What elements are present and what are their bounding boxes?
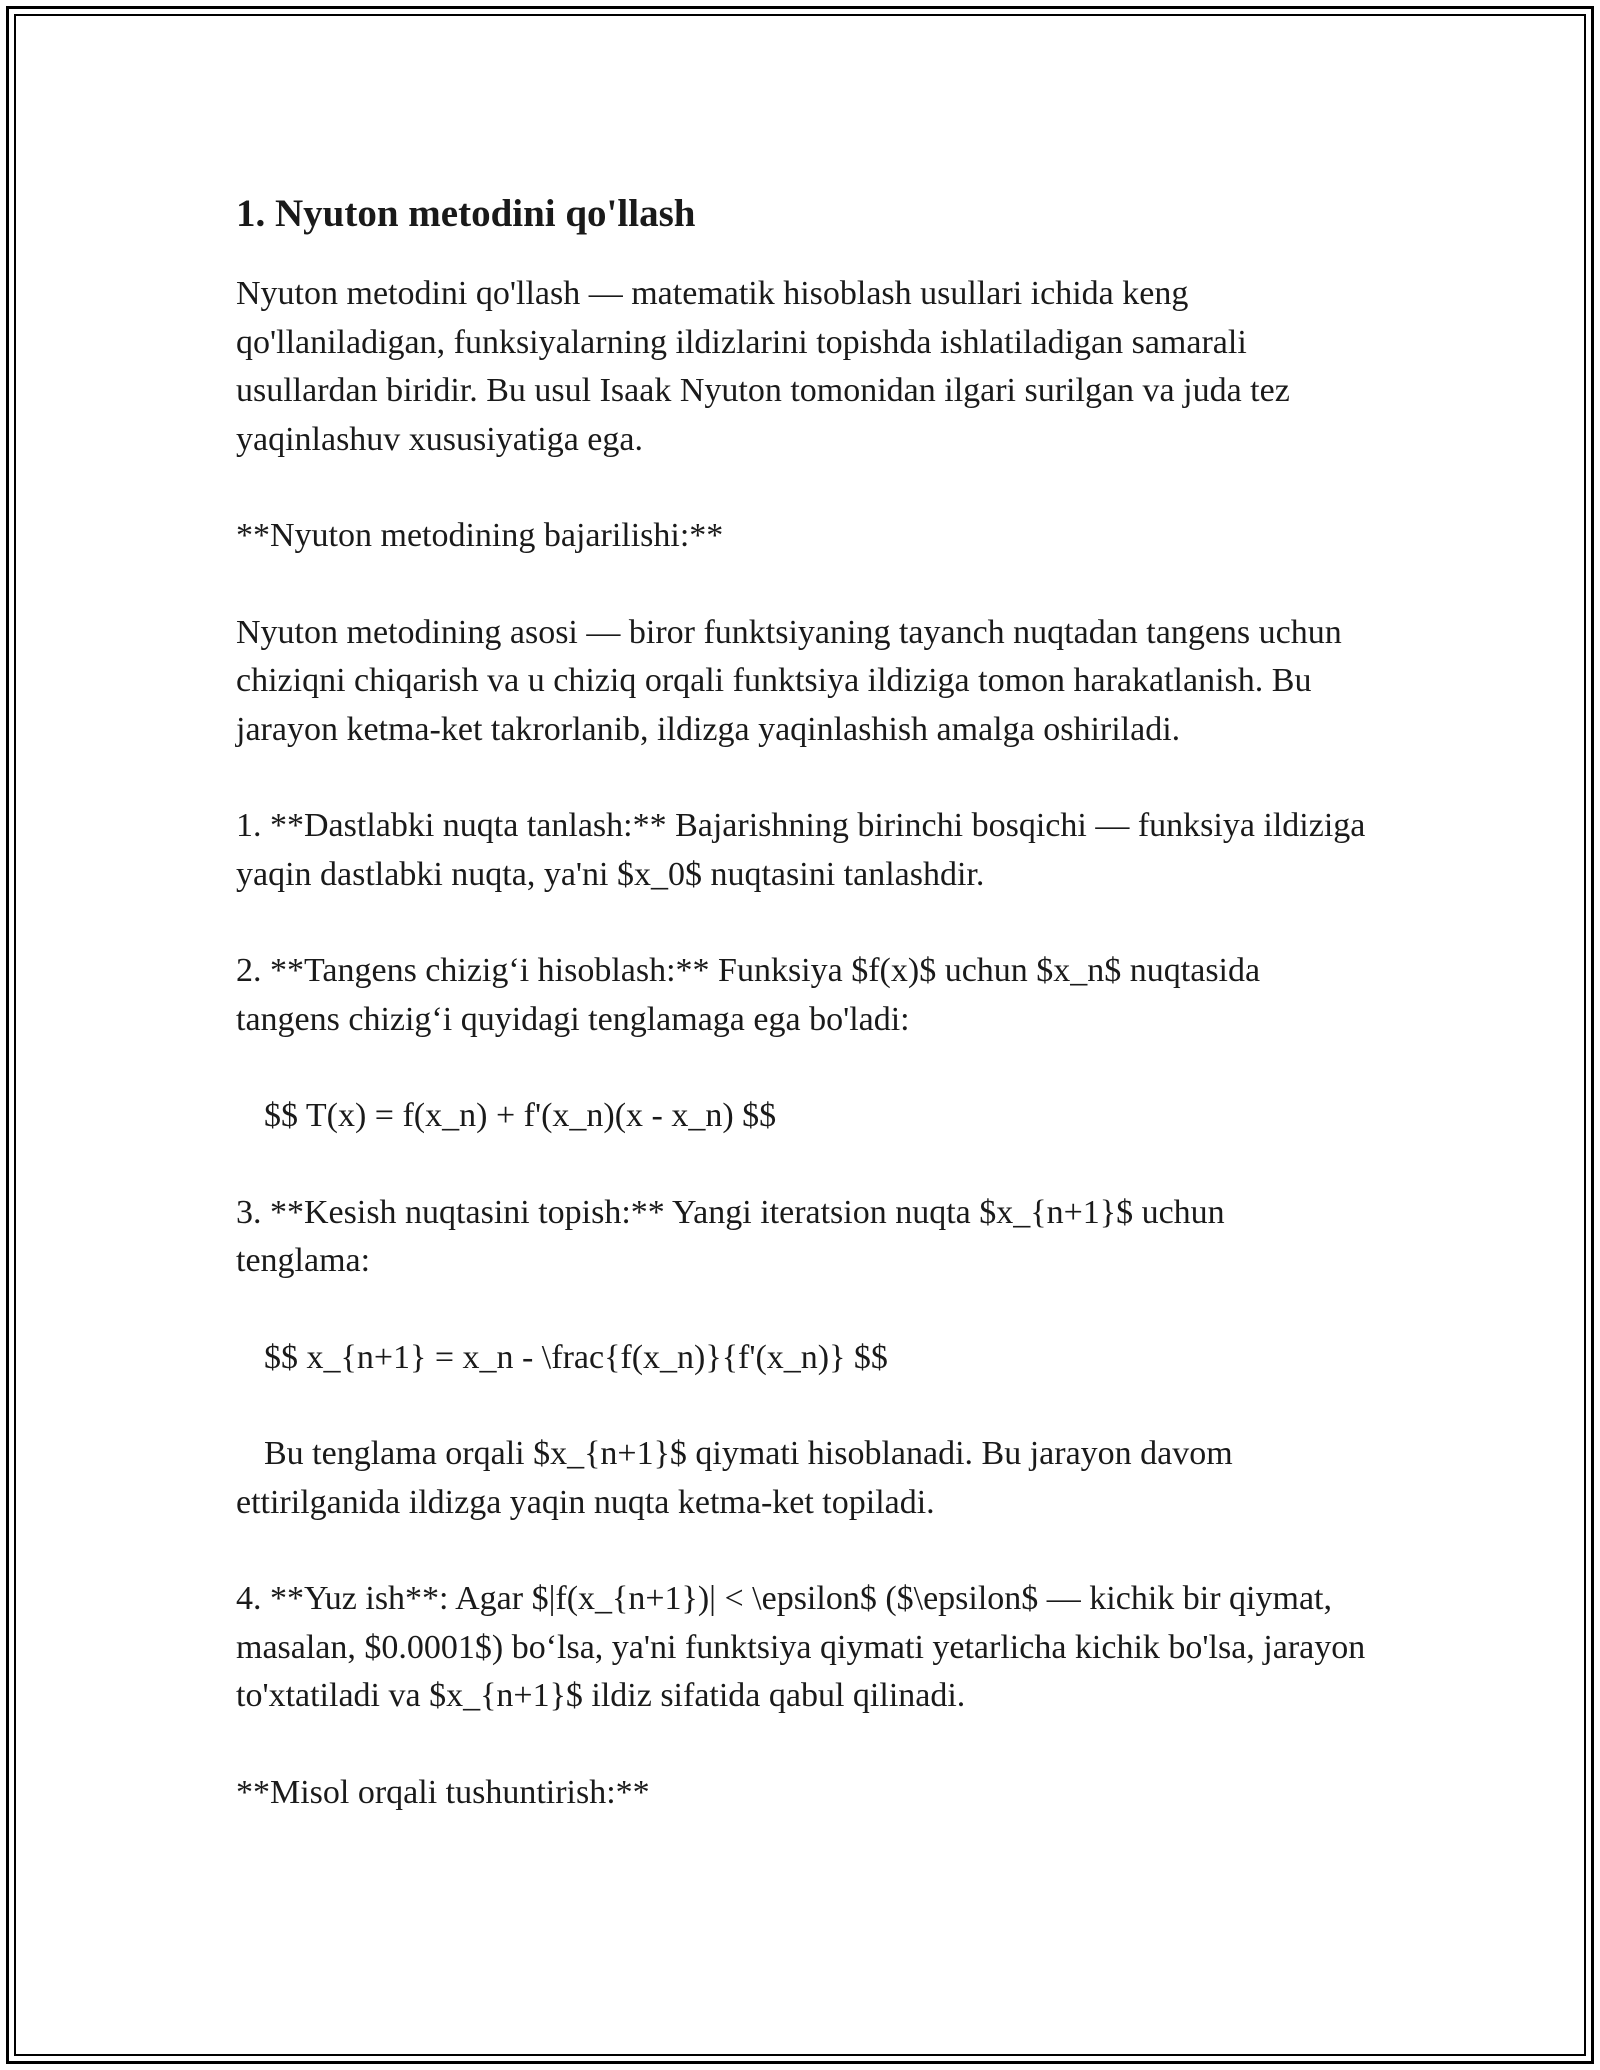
- iteration-equation: $$ x_{n+1} = x_n - \frac{f(x_n)}{f'(x_n)} $$: [264, 1338, 888, 1376]
- step-2-paragraph: 2. **Tangens chizig‘i hisoblash:** Funksiya $f(x)$ uchun $x_n$ nuqtasida tangens chizig‘i quyidagi tenglamaga ega bo'ladi:: [236, 952, 1261, 1038]
- step-4-paragraph: 4. **Yuz ish**: Agar $|f(x_{n+1})| < \epsilon$ ($\epsilon$ — kichik bir qiymat, masalan, $0.0001$) bo‘lsa, ya'ni funktsiya qiymati yetarlicha kichik bo'lsa, jarayon to'xtatiladi va $x_{n+1}$ ildiz sifatida qabul qilinadi.: [236, 1580, 1366, 1714]
- section-heading: 1. Nyuton metodini qo'llash: [236, 192, 696, 235]
- intro-paragraph: Nyuton metodini qo'llash — matematik hisoblash usullari ichida keng qo'llaniladigan, funksiyalarning ildizlarini topishda ishlatiladigan samarali usullardan biridir. Bu usul Isaak Nyuton tomonidan ilgari surilgan va juda tez yaqinlashuv xususiyatiga ega.: [236, 275, 1290, 458]
- subheading-example: **Misol orqali tushuntirish:**: [236, 1773, 650, 1811]
- step-3-paragraph: 3. **Kesish nuqtasini topish:** Yangi iteratsion nuqta $x_{n+1}$ uchun tenglama:: [236, 1193, 1225, 1279]
- document-body: [236, 186, 1366, 1865]
- step-1-paragraph: 1. **Dastlabki nuqta tanlash:** Bajarishning birinchi bosqichi — funksiya ildiziga yaqin dastlabki nuqta, ya'ni $x_0$ nuqtasini tanlashdir.: [236, 807, 1366, 893]
- method-basis-paragraph: Nyuton metodining asosi — biror funktsiyaning tayanch nuqtadan tangens uchun chiziqni chiqarish va u chiziq orqali funktsiya ildiziga tomon harakatlanish. Bu jarayon ketma-ket takrorlanib, ildizga yaqinlashish amalga oshiriladi.: [236, 613, 1342, 748]
- subheading-method-execution: **Nyuton metodining bajarilishi:**: [236, 517, 724, 554]
- iteration-explanation: Bu tenglama orqali $x_{n+1}$ qiymati hisoblanadi. Bu jarayon davom ettirilganida ildizga yaqin nuqta ketma-ket topiladi.: [236, 1435, 1233, 1521]
- tangent-equation: $$ T(x) = f(x_n) + f'(x_n)(x - x_n) $$: [264, 1097, 777, 1134]
